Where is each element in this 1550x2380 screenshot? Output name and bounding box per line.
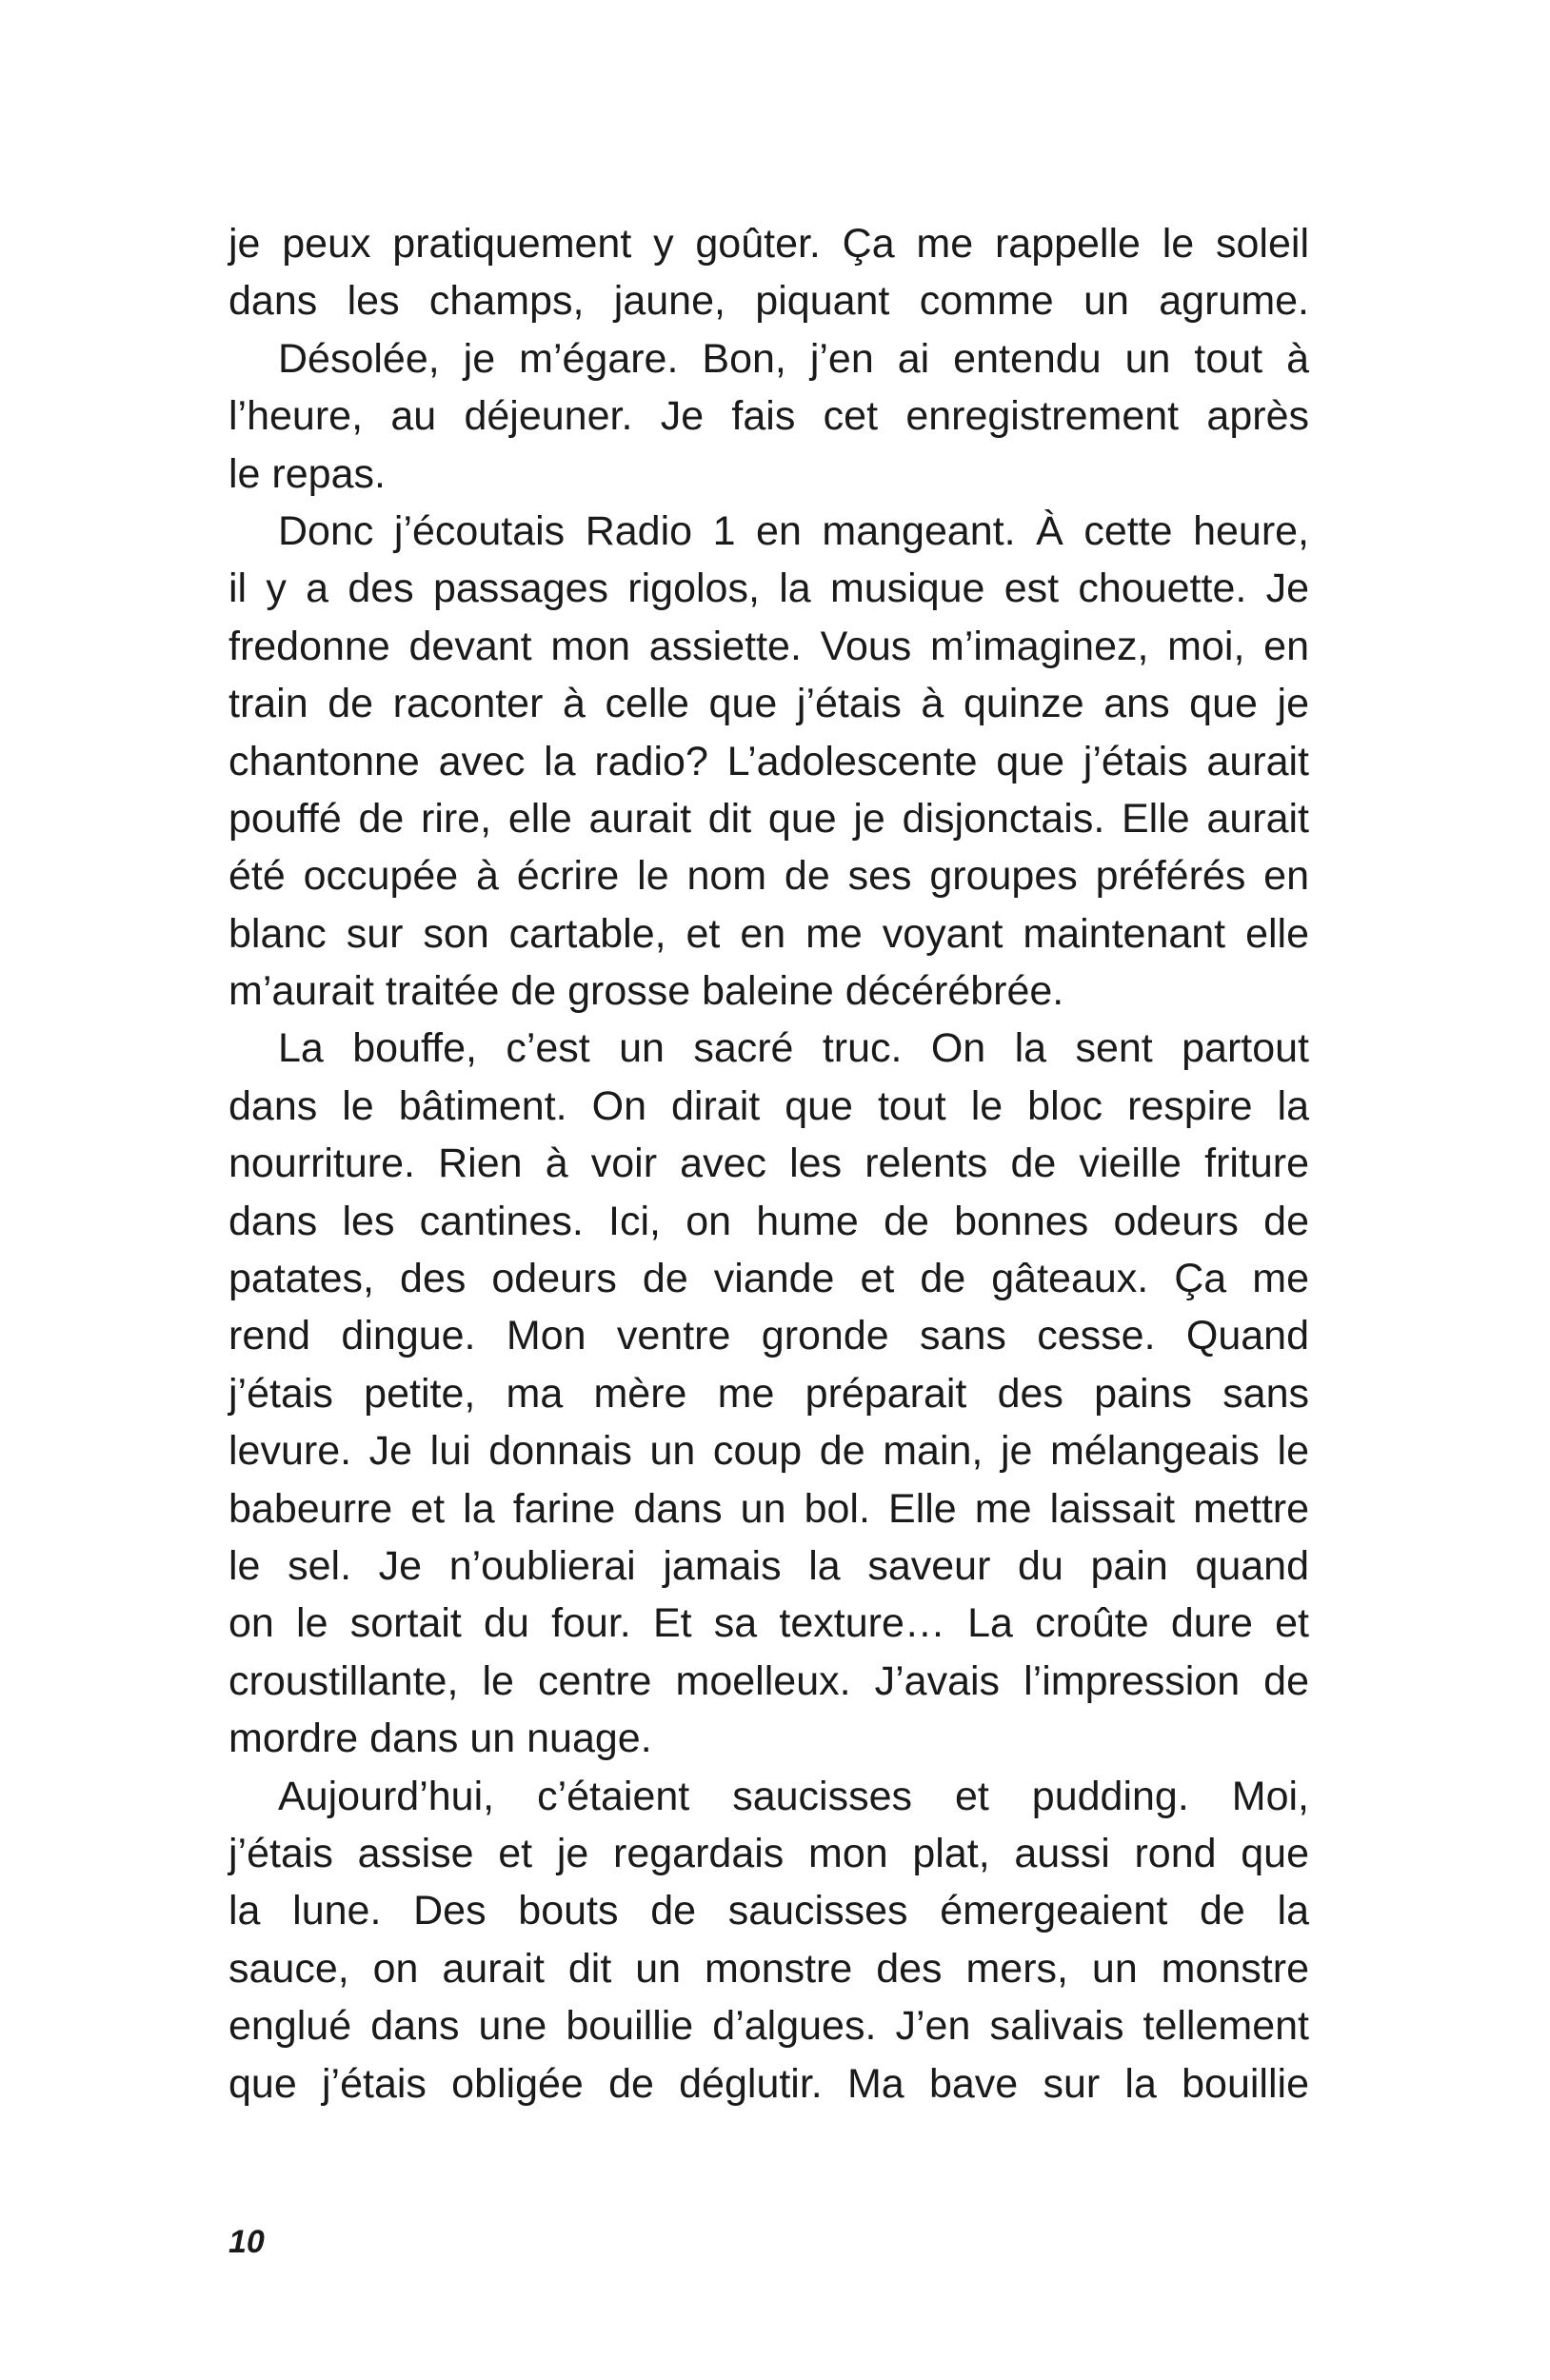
text-line: j’étais assise et je regardais mon plat, aussi rond que [229, 1830, 1309, 1876]
text-line: il y a des passages rigolos, la musique est chouette. Je [229, 565, 1309, 612]
text-line: dans les champs, jaune, piquant comme un agrume. [229, 278, 1309, 325]
text-line: levure. Je lui donnais un coup de main, je mélangeais le [229, 1428, 1309, 1475]
text-line: babeurre et la farine dans un bol. Elle me laissait mettre [229, 1485, 1309, 1532]
paragraph-last-line: le repas. [229, 450, 386, 497]
text-line: rend dingue. Mon ventre gronde sans cesse. Quand [229, 1313, 1309, 1359]
text-line: blanc sur son cartable, et en me voyant maintenant elle [229, 910, 1309, 957]
text-line: patates, des odeurs de viande et de gâteaux. Ça me [229, 1256, 1309, 1302]
text-line: j’étais petite, ma mère me préparait des pains sans [229, 1370, 1309, 1417]
text-line: été occupée à écrire le nom de ses groupes préférés en [229, 853, 1309, 900]
text-line: le sel. Je n’oublierai jamais la saveur du pain quand [229, 1542, 1309, 1589]
paragraph-last-line: mordre dans un nuage. [229, 1716, 652, 1762]
text-line: englué dans une bouillie d’algues. J’en salivais tellement [229, 2003, 1309, 2050]
paragraph-first-line: Désolée, je m’égare. Bon, j’en ai entendu un tout à [278, 335, 1309, 382]
text-line: dans le bâtiment. On dirait que tout le bloc respire la [229, 1082, 1309, 1129]
text-line: pouffé de rire, elle aurait dit que je disjonctais. Elle aurait [229, 795, 1309, 842]
page-number: 10 [229, 2224, 265, 2260]
paragraph-first-line: Aujourd’hui, c’étaient saucisses et pudding. Moi, [278, 1773, 1309, 1819]
text-line: nourriture. Rien à voir avec les relents de vieille friture [229, 1140, 1309, 1187]
paragraph-first-line: Donc j’écoutais Radio 1 en mangeant. À cette heure, [278, 507, 1309, 554]
text-line: que j’étais obligée de déglutir. Ma bave sur la bouillie [229, 2060, 1309, 2107]
text-line: dans les cantines. Ici, on hume de bonnes odeurs de [229, 1198, 1309, 1244]
text-line: la lune. Des bouts de saucisses émergeaient de la [229, 1888, 1309, 1934]
paragraph-last-line: m’aurait traitée de grosse baleine décérébrée. [229, 968, 1064, 1015]
paragraph-first-line: La bouffe, c’est un sacré truc. On la sent partout [278, 1025, 1309, 1072]
text-line: l’heure, au déjeuner. Je fais cet enregistrement après [229, 393, 1309, 440]
text-line: sauce, on aurait dit un monstre des mers, un monstre [229, 1945, 1309, 1992]
text-line: on le sortait du four. Et sa texture… La croûte dure et [229, 1600, 1309, 1647]
text-line: croustillante, le centre moelleux. J’avais l’impression de [229, 1657, 1309, 1704]
text-line: chantonne avec la radio? L’adolescente que j’étais aurait [229, 738, 1309, 784]
text-line: train de raconter à celle que j’étais à quinze ans que je [229, 681, 1309, 727]
body-text [229, 215, 1309, 2112]
text-line: je peux pratiquement y goûter. Ça me rappelle le soleil [229, 221, 1309, 267]
text-line: fredonne devant mon assiette. Vous m’imaginez, moi, en [229, 623, 1309, 669]
